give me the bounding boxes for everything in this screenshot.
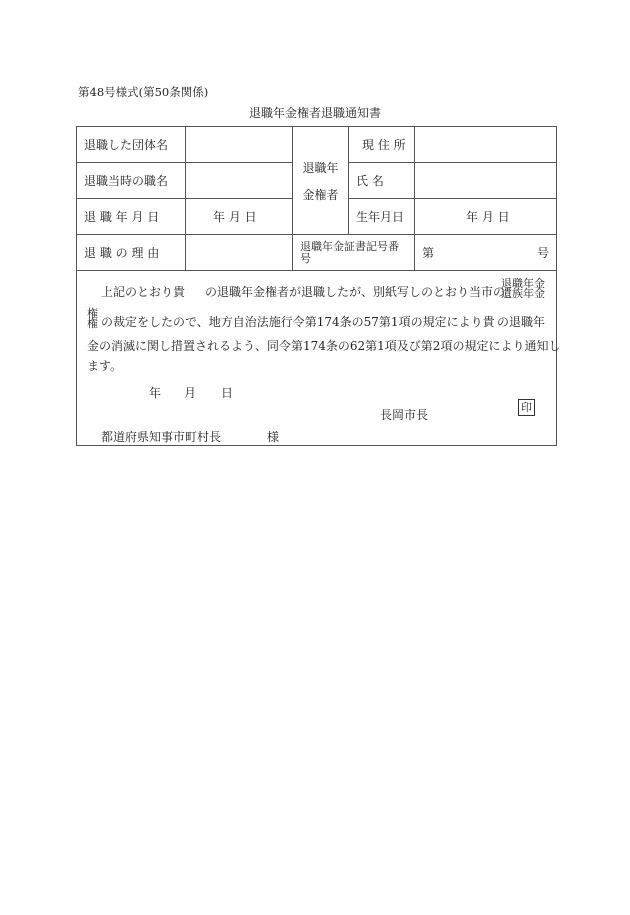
date-year: 年 <box>149 386 162 400</box>
body-line2a: の裁定をしたので、地方自治法施行令第174条の57第1項の規定により貴 <box>101 315 495 329</box>
retired-org-label: 退職した団体名 <box>77 127 186 163</box>
right-type-choice: 権 権 <box>87 307 98 330</box>
retire-reason-label: 退 職 の 理 由 <box>77 235 186 271</box>
name-label: 氏 名 <box>349 163 415 199</box>
cert-number-field[interactable]: 第 号 <box>415 235 557 271</box>
retire-date-field[interactable]: 年 月 日 <box>186 199 293 235</box>
retire-reason-field[interactable] <box>186 235 293 271</box>
body-line3: 金の消滅に関し措置されるよう、同令第174条の62第1項及び第2項の規定により通知し <box>87 339 561 353</box>
addressee: 都道府県知事市町村長 <box>101 430 222 444</box>
signer-title: 長岡市長 <box>380 408 429 422</box>
form-number: 第48号様式(第50条関係) <box>78 85 209 99</box>
pension-type-choice: 退職年金 遺族年金 <box>501 277 545 300</box>
retired-org-field[interactable] <box>186 127 293 163</box>
notification-form-table <box>76 126 561 446</box>
retire-role-label: 退職当時の職名 <box>77 163 186 199</box>
name-field[interactable] <box>415 163 557 199</box>
document-title: 退職年金権者退職通知書 <box>248 106 381 120</box>
address-label: 現 住 所 <box>349 127 415 163</box>
date-month: 月 <box>184 386 197 400</box>
body-line2b: の退職年 <box>497 315 546 329</box>
body-line1b: の退職年金権者が退職したが、別紙写しのとおり当市の <box>205 285 506 299</box>
birth-label: 生年月日 <box>349 199 415 235</box>
seal-mark: 印 <box>518 399 535 416</box>
body-line4: ます。 <box>87 359 123 373</box>
date-day: 日 <box>221 386 234 400</box>
cert-number-label: 退職年金証書記号番号 <box>293 235 415 271</box>
address-field[interactable] <box>415 127 557 163</box>
pensioner-label: 退職年 金権者 <box>293 127 349 235</box>
body-line1a: 上記のとおり貴 <box>101 285 186 299</box>
notice-body <box>77 271 561 446</box>
honorific: 様 <box>267 430 280 444</box>
birth-field[interactable]: 年 月 日 <box>415 199 557 235</box>
retire-role-field[interactable] <box>186 163 293 199</box>
retire-date-label: 退 職 年 月 日 <box>77 199 186 235</box>
